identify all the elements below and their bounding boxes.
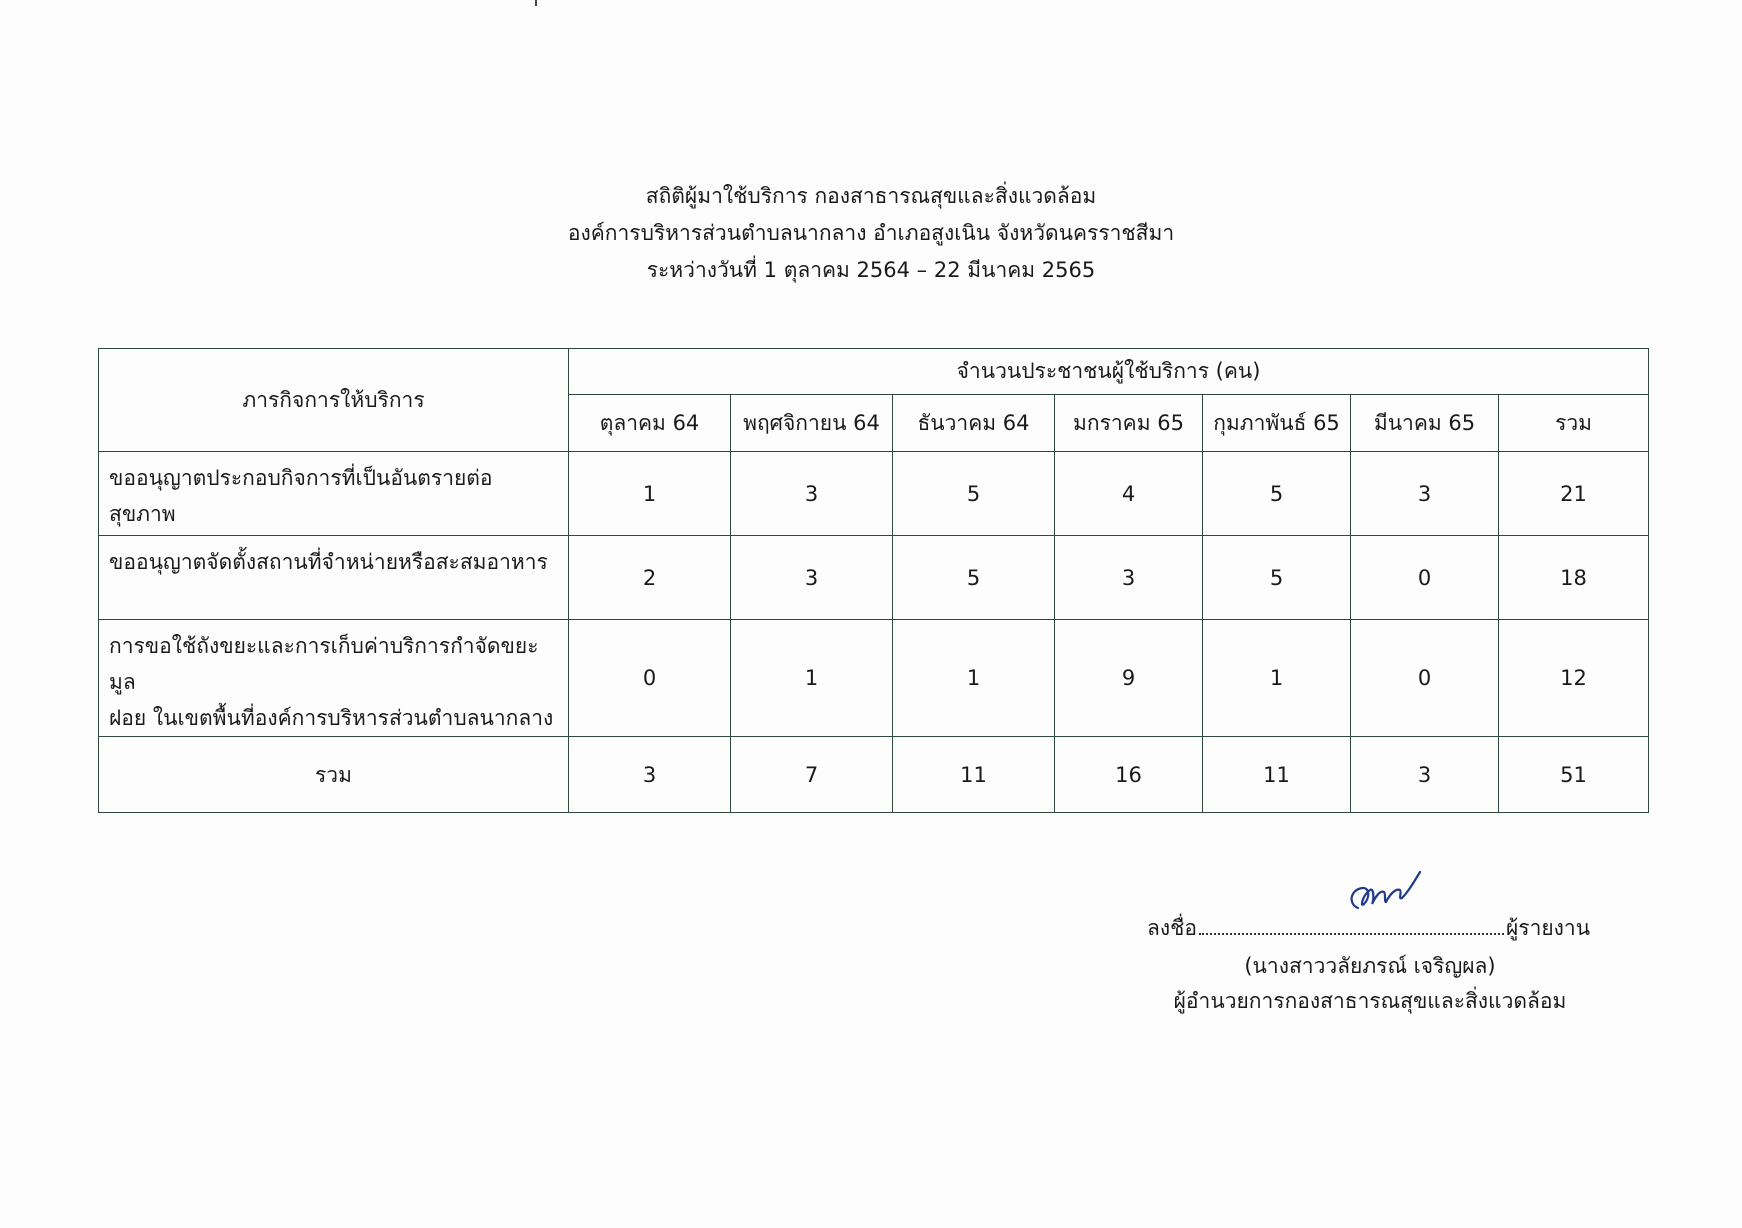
value-cell: 4 [1055, 452, 1203, 536]
sign-suffix: ผู้รายงาน [1506, 916, 1591, 940]
total-value-cell: 7 [731, 737, 893, 813]
value-cell: 5 [893, 452, 1055, 536]
total-value-cell: 3 [569, 737, 731, 813]
row-total-cell: 12 [1499, 620, 1649, 737]
service-stats-table [98, 348, 1649, 813]
header-line-2: องค์การบริหารส่วนตำบลนากลาง อำเภอสูงเนิน จังหวัดนครราชสีมา [567, 221, 1175, 245]
task-text: การขอใช้ถังขยะและการเก็บค่าบริการกำจัดขยะมูล [109, 634, 539, 694]
total-value-cell: 11 [893, 737, 1055, 813]
value-cell: 3 [731, 536, 893, 620]
month-header: กุมภาพันธ์ 65 [1203, 395, 1351, 452]
handwritten-signature [1340, 860, 1430, 920]
table-row [99, 452, 1649, 536]
sign-prefix: ลงชื่อ [1147, 916, 1197, 940]
value-cell: 5 [1203, 536, 1351, 620]
value-cell: 1 [1203, 620, 1351, 737]
task-text: ขออนุญาตประกอบกิจการที่เป็นอันตรายต่อสุขภาพ [109, 466, 493, 526]
total-value-cell: 3 [1351, 737, 1499, 813]
total-row [99, 737, 1649, 813]
total-value-cell: 11 [1203, 737, 1351, 813]
value-cell: 1 [731, 620, 893, 737]
month-header: พฤศจิกายน 64 [731, 395, 893, 452]
value-cell: 5 [893, 536, 1055, 620]
table-row [99, 620, 1649, 737]
month-header: ตุลาคม 64 [569, 395, 731, 452]
value-cell: 3 [1351, 452, 1499, 536]
task-cell [99, 620, 569, 737]
value-cell: 1 [569, 452, 731, 536]
total-value-cell: 16 [1055, 737, 1203, 813]
value-cell: 3 [1055, 536, 1203, 620]
table-header-row [99, 349, 1649, 395]
value-cell: 0 [1351, 536, 1499, 620]
value-cell: 5 [1203, 452, 1351, 536]
value-cell: 9 [1055, 620, 1203, 737]
month-header: มกราคม 65 [1055, 395, 1203, 452]
value-cell: 1 [893, 620, 1055, 737]
header-line-3: ระหว่างวันที่ 1 ตุลาคม 2564 – 22 มีนาคม 2565 [646, 258, 1096, 282]
task-text: ขออนุญาตจัดตั้งสถานที่จำหน่ายหรือสะสมอาหาร [109, 550, 548, 574]
value-cell: 0 [569, 620, 731, 737]
scan-mark [535, 0, 537, 6]
header-line-1: สถิติผู้มาใช้บริการ กองสาธารณสุขและสิ่งแวดล้อม [645, 184, 1097, 208]
month-header: มีนาคม 65 [1351, 395, 1499, 452]
grand-total-cell: 51 [1499, 737, 1649, 813]
total-column-header: รวม [1499, 395, 1649, 452]
total-label-cell: รวม [99, 737, 569, 813]
task-column-header: ภารกิจการให้บริการ [99, 349, 569, 452]
signer-position: ผู้อำนวยการกองสาธารณสุขและสิ่งแวดล้อม [1173, 989, 1567, 1013]
value-cell: 3 [731, 452, 893, 536]
table-row [99, 536, 1649, 620]
sign-line [1147, 912, 1590, 945]
signer-name: (นางสาววลัยภรณ์ เจริญผล) [1244, 954, 1496, 978]
value-cell: 0 [1351, 620, 1499, 737]
row-total-cell: 18 [1499, 536, 1649, 620]
row-total-cell: 21 [1499, 452, 1649, 536]
value-cell: 2 [569, 536, 731, 620]
task-cell [99, 452, 569, 536]
sign-dotted-line [1199, 919, 1504, 935]
task-text-continued: ฝอย ในเขตพื้นที่องค์การบริหารส่วนตำบลนากลาง [109, 706, 554, 730]
month-header: ธันวาคม 64 [893, 395, 1055, 452]
group-column-header: จำนวนประชาชนผู้ใช้บริการ (คน) [569, 349, 1649, 395]
document-header [0, 178, 1742, 289]
task-cell [99, 536, 569, 620]
